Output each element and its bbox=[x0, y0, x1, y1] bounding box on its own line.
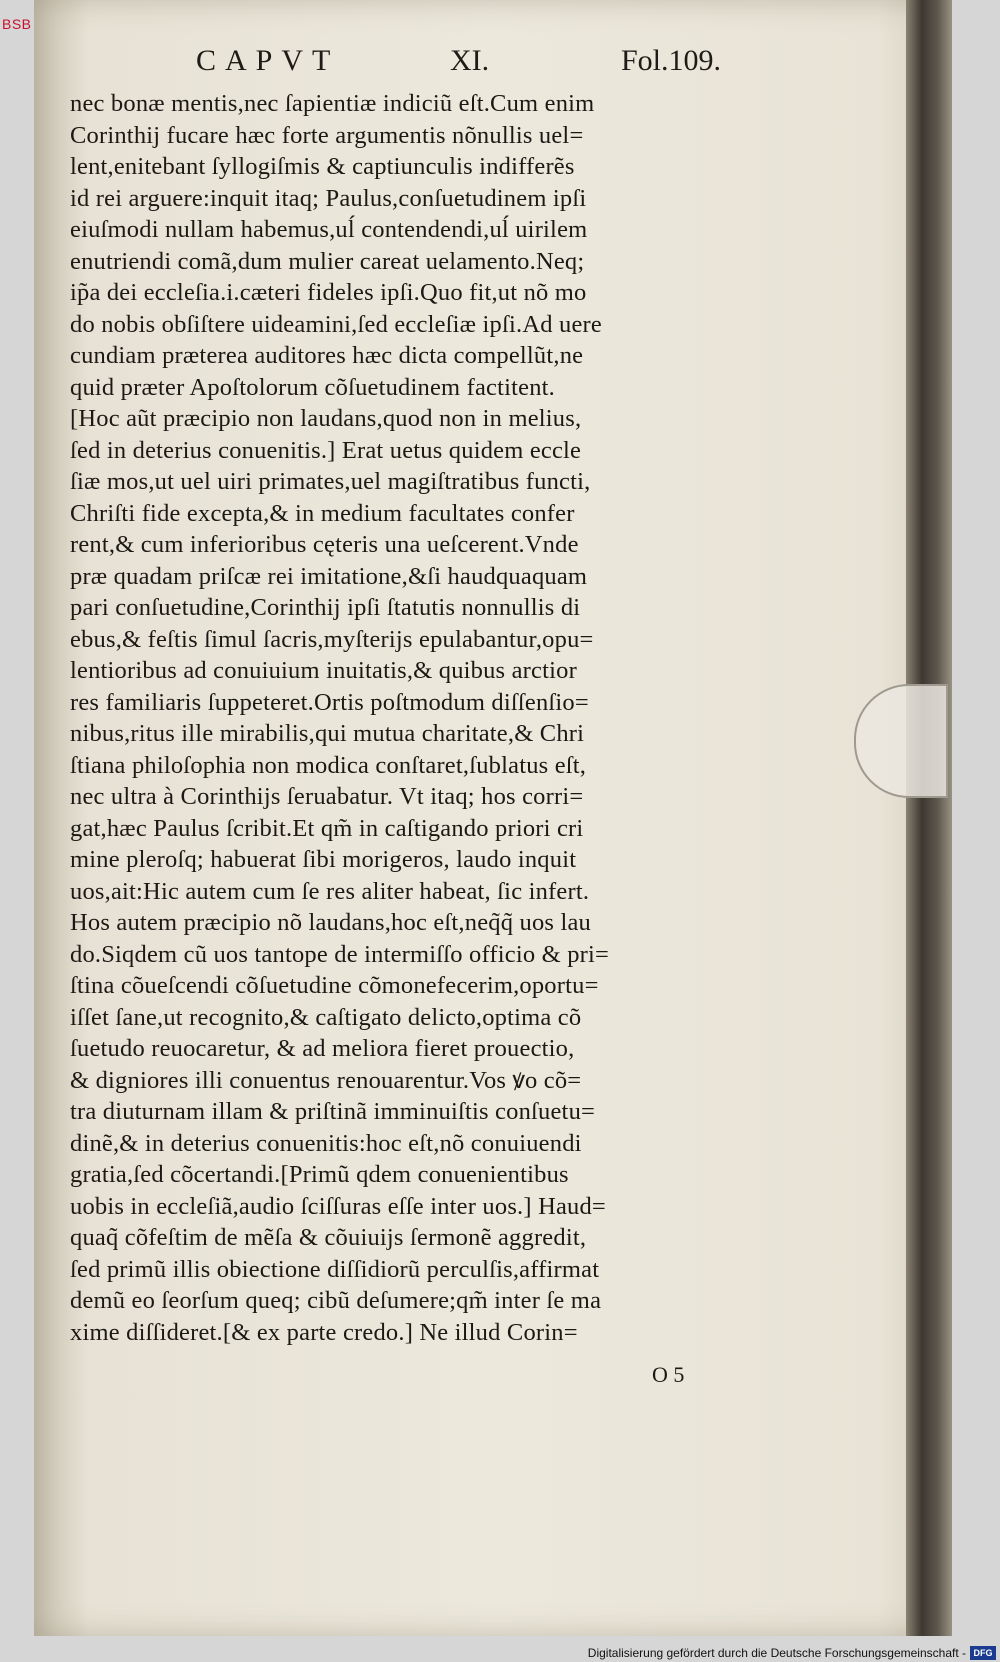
text-line: ſed primũ illis obiectione diſſidiorũ perculſis,affirmat bbox=[70, 1255, 600, 1283]
text-line: ip̃a dei eccleſia.i.cæteri fideles ipſi.Quo fit,ut nõ mo bbox=[70, 279, 587, 306]
text-line: uobis in eccleſiã,audio ſciſſuras eſſe inter uos.] Haud= bbox=[70, 1192, 606, 1220]
text-line: nec bonæ mentis,nec ſapientiæ indiciũ eſt.Cum enim bbox=[70, 90, 595, 117]
signature-mark: O 5 bbox=[652, 1362, 685, 1387]
text-line: nec ultra à Corinthijs ſeruabatur. Vt itaq; hos corri= bbox=[70, 783, 584, 810]
text-line: rent,& cum inferioribus cęteris una ueſcerent.Vnde bbox=[70, 531, 579, 558]
text-line: pari conſuetudine,Corinthij ipſi ſtatutis nonnullis di bbox=[70, 594, 581, 621]
library-watermark: BSB bbox=[2, 16, 32, 32]
text-line: xime diſſideret.[& ex parte credo.] Ne illud Corin= bbox=[70, 1318, 578, 1346]
text-line: ſtina cõueſcendi cõſuetudine cõmonefecerim,oportu= bbox=[70, 972, 599, 999]
text-line: tra diuturnam illam & priſtinã imminuiſtis conſuetu= bbox=[70, 1098, 596, 1125]
text-line: ſed in deterius conuenitis.] Erat uetus quidem eccle bbox=[70, 436, 582, 464]
text-line: enutriendi comã,dum mulier careat uelamento.Neq; bbox=[70, 247, 585, 275]
text-line: mine pleroſq; habuerat ſibi morigeros, laudo inquit bbox=[70, 846, 577, 873]
text-line: uos,ait:Hic autem cum ſe res aliter habeat, ſic infert. bbox=[70, 877, 590, 905]
text-line: gat,hæc Paulus ſcribit.Et qm̃ in caſtigando priori cri bbox=[70, 814, 584, 842]
text-line: [Hoc aũt præcipio non laudans,quod non in melius, bbox=[70, 405, 582, 432]
text-line: do.Siqdem cũ uos tantope de intermiſſo officio & pri= bbox=[70, 940, 610, 968]
page-tab-marker bbox=[854, 684, 948, 798]
text-line: Hos autem præcipio nõ laudans,hoc eſt,neq̃q̃ uos lau bbox=[70, 909, 591, 936]
text-line: & digniores illi conuentus renouarentur.Vos ꝟo cõ= bbox=[70, 1066, 582, 1094]
text-line: nibus,ritus ille mirabilis,qui mutua charitate,& Chri bbox=[70, 720, 585, 747]
text-line: res familiaris ſuppeteret.Ortis poſtmodum diſſenſio= bbox=[70, 688, 589, 716]
digitization-credit: Digitalisierung gefördert durch die Deutsche Forschungsgemeinschaft - bbox=[587, 1646, 966, 1660]
text-line: præ quadam priſcæ rei imitatione,&ſi haudquaquam bbox=[70, 562, 588, 590]
running-head-caput: CAPVT bbox=[196, 44, 340, 77]
text-line: Chriſti fide excepta,& in medium facultates confer bbox=[70, 499, 575, 527]
text-line: demũ eo ſeorſum queq; cibũ deſumere;qm̃ inter ſe ma bbox=[70, 1287, 602, 1314]
text-line: ſtiana philoſophia non modica conſtaret,ſublatus eſt, bbox=[70, 751, 587, 779]
running-head-chapter: XI. bbox=[450, 44, 490, 77]
text-line: iſſet ſane,ut recognito,& caſtigato delicto,optima cõ bbox=[70, 1003, 582, 1031]
text-line: eiuſmodi nullam habemus,uĺ contendendi,uĺ uirilem bbox=[70, 216, 588, 243]
running-head-folio: Fol.109. bbox=[621, 44, 722, 77]
dfg-logo: DFG bbox=[970, 1646, 996, 1660]
text-line: do nobis obſiſtere uideamini,ſed eccleſiæ ipſi.Ad uere bbox=[70, 310, 602, 338]
running-head bbox=[196, 44, 736, 86]
text-line: lent,enitebant ſyllogiſmis & captiunculis indifferẽs bbox=[70, 153, 575, 180]
text-line: id rei arguere:inquit itaq; Paulus,conſuetudinem ipſi bbox=[70, 184, 587, 212]
text-line: Corinthij fucare hæc forte argumentis nõnullis uel= bbox=[70, 121, 584, 149]
text-line: quid præter Apoſtolorum cõſuetudinem factitent. bbox=[70, 373, 556, 401]
text-line: cundiam præterea auditores hæc dicta compellũt,ne bbox=[70, 342, 584, 369]
text-line: lentioribus ad conuiuium inuitatis,& quibus arctior bbox=[70, 657, 577, 684]
text-line: ſuetudo reuocaretur, & ad meliora fieret prouectio, bbox=[70, 1035, 575, 1062]
page-fore-edge bbox=[906, 0, 952, 1636]
text-line: dinẽ,& in deterius conuenitis:hoc eſt,nõ conuiuendi bbox=[70, 1129, 582, 1157]
body-text bbox=[70, 88, 782, 1348]
text-line: quaq̃ cõfeſtim de mẽſa & cõuiuijs ſermonẽ aggredit, bbox=[70, 1224, 587, 1251]
text-line: ebus,& feſtis ſimul ſacris,myſterijs epulabantur,opu= bbox=[70, 625, 594, 653]
text-line: gratia,ſed cõcertandi.[Primũ qdem conuenientibus bbox=[70, 1161, 569, 1188]
text-line: ſiæ mos,ut uel uiri primates,uel magiſtratibus functi, bbox=[70, 468, 591, 495]
